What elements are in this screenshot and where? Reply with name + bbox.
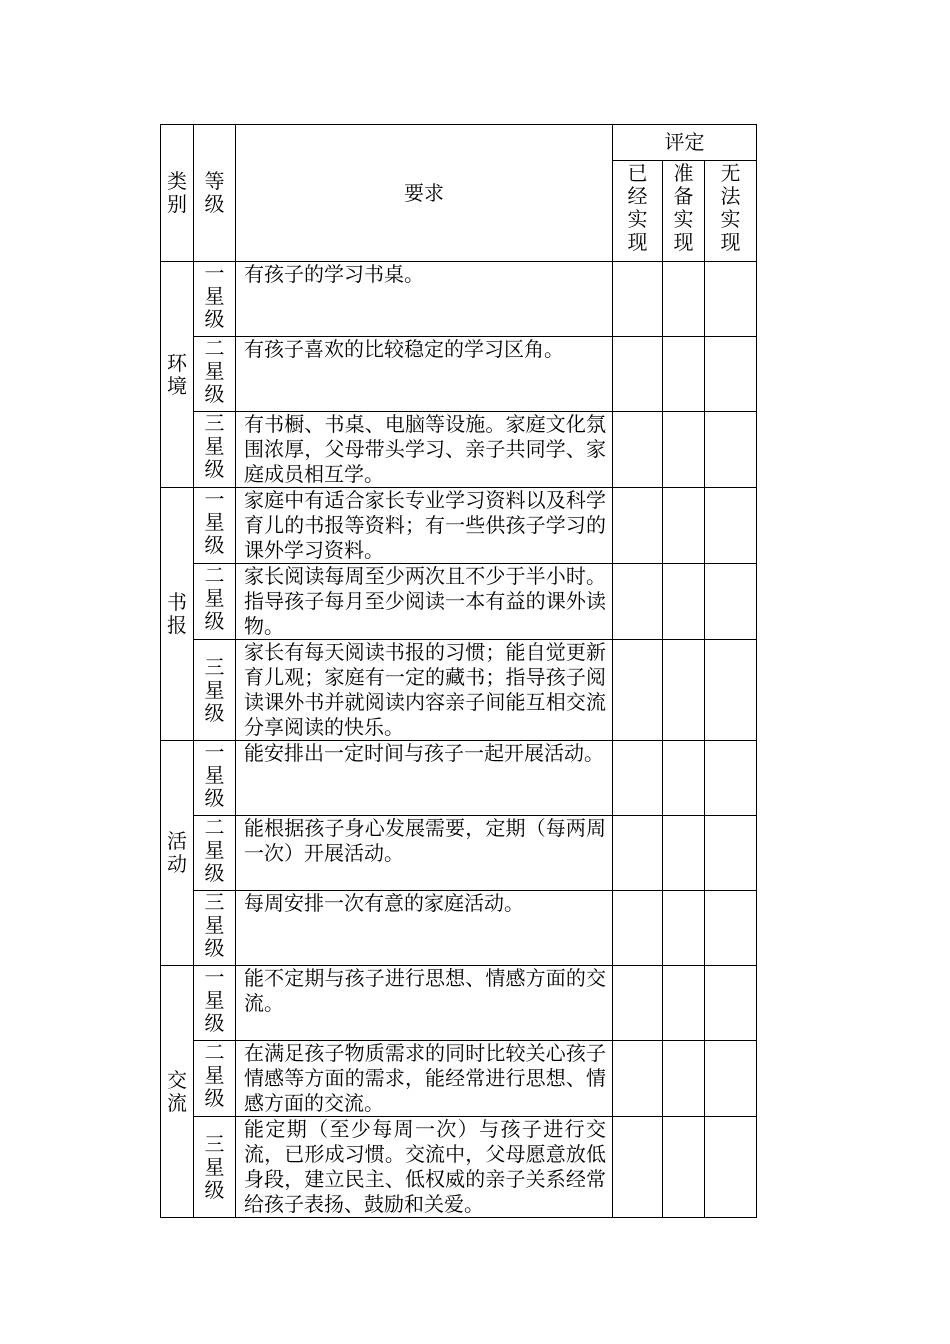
header-unable bbox=[705, 161, 757, 262]
level-label: 三星级 bbox=[204, 411, 225, 481]
requirement-cell: 家长阅读每周至少两次且不少于半小时。指导孩子每月至少阅读一本有益的课外读物。 bbox=[236, 564, 613, 640]
level-label: 三星级 bbox=[204, 654, 225, 725]
preparing-check-cell[interactable] bbox=[663, 741, 705, 816]
category-cell bbox=[161, 488, 194, 741]
table-row bbox=[161, 891, 757, 966]
achieved-check-cell[interactable] bbox=[613, 564, 663, 640]
preparing-check-cell[interactable] bbox=[663, 891, 705, 966]
level-cell bbox=[194, 816, 236, 891]
requirement-cell: 家庭中有适合家长专业学习资料以及科学育儿的书报等资料；有一些供孩子学习的课外学习资料。 bbox=[236, 488, 613, 564]
level-cell bbox=[194, 966, 236, 1041]
achieved-check-cell[interactable] bbox=[613, 640, 663, 741]
table-row bbox=[161, 816, 757, 891]
level-cell bbox=[194, 891, 236, 966]
preparing-check-cell[interactable] bbox=[663, 1041, 705, 1117]
requirement-cell: 能根据孩子身心发展需要，定期（每两周一次）开展活动。 bbox=[236, 816, 613, 891]
level-label: 三星级 bbox=[204, 890, 225, 960]
preparing-check-cell[interactable] bbox=[663, 337, 705, 412]
table-row bbox=[161, 488, 757, 564]
achieved-check-cell[interactable] bbox=[613, 1041, 663, 1117]
level-label: 一星级 bbox=[204, 487, 225, 557]
category-cell bbox=[161, 741, 194, 966]
unable-check-cell[interactable] bbox=[705, 262, 757, 337]
header-requirement: 要求 bbox=[236, 125, 613, 262]
preparing-check-cell[interactable] bbox=[663, 1117, 705, 1218]
table-row bbox=[161, 564, 757, 640]
unable-check-cell[interactable] bbox=[705, 640, 757, 741]
level-label: 一星级 bbox=[204, 965, 225, 1035]
preparing-check-cell[interactable] bbox=[663, 966, 705, 1041]
table-row bbox=[161, 262, 757, 337]
unable-check-cell[interactable] bbox=[705, 1117, 757, 1218]
requirement-cell: 有书橱、书桌、电脑等设施。家庭文化氛围浓厚，父母带头学习、亲子共同学、家庭成员相互学。 bbox=[236, 412, 613, 488]
header-level bbox=[194, 125, 236, 262]
level-cell bbox=[194, 564, 236, 640]
preparing-check-cell[interactable] bbox=[663, 488, 705, 564]
unable-check-cell[interactable] bbox=[705, 488, 757, 564]
preparing-check-cell[interactable] bbox=[663, 262, 705, 337]
header-level-text: 等级 bbox=[204, 169, 225, 216]
unable-check-cell[interactable] bbox=[705, 891, 757, 966]
header-preparing-text: 准备实现 bbox=[673, 161, 694, 254]
preparing-check-cell[interactable] bbox=[663, 412, 705, 488]
header-preparing bbox=[663, 161, 705, 262]
achieved-check-cell[interactable] bbox=[613, 1117, 663, 1218]
category-label: 交流 bbox=[167, 1067, 187, 1115]
level-cell bbox=[194, 488, 236, 564]
table-row bbox=[161, 1117, 757, 1218]
requirement-cell: 每周安排一次有意的家庭活动。 bbox=[236, 891, 613, 966]
achieved-check-cell[interactable] bbox=[613, 337, 663, 412]
table-row bbox=[161, 966, 757, 1041]
requirement-cell: 有孩子的学习书桌。 bbox=[236, 262, 613, 337]
level-cell bbox=[194, 1041, 236, 1117]
achieved-check-cell[interactable] bbox=[613, 816, 663, 891]
requirement-cell: 能定期（至少每周一次）与孩子进行交流，已形成习惯。交流中，父母愿意放低身段，建立民主、低权威的亲子关系经常给孩子表扬、鼓励和关爱。 bbox=[236, 1117, 613, 1218]
unable-check-cell[interactable] bbox=[705, 412, 757, 488]
level-label: 二星级 bbox=[204, 336, 225, 406]
table-row bbox=[161, 741, 757, 816]
preparing-check-cell[interactable] bbox=[663, 564, 705, 640]
preparing-check-cell[interactable] bbox=[663, 816, 705, 891]
achieved-check-cell[interactable] bbox=[613, 891, 663, 966]
level-cell bbox=[194, 640, 236, 741]
unable-check-cell[interactable] bbox=[705, 816, 757, 891]
unable-check-cell[interactable] bbox=[705, 564, 757, 640]
requirement-cell: 能安排出一定时间与孩子一起开展活动。 bbox=[236, 741, 613, 816]
table-row bbox=[161, 412, 757, 488]
category-label: 书报 bbox=[167, 590, 187, 637]
requirement-cell: 能不定期与孩子进行思想、情感方面的交流。 bbox=[236, 966, 613, 1041]
requirement-cell: 在满足孩子物质需求的同时比较关心孩子情感等方面的需求，能经常进行思想、情感方面的交流。 bbox=[236, 1041, 613, 1117]
level-cell bbox=[194, 741, 236, 816]
level-label: 一星级 bbox=[204, 261, 225, 331]
level-label: 二星级 bbox=[204, 563, 225, 633]
header-unable-text: 无法实现 bbox=[720, 161, 741, 254]
requirement-cell: 有孩子喜欢的比较稳定的学习区角。 bbox=[236, 337, 613, 412]
table-row bbox=[161, 337, 757, 412]
level-cell bbox=[194, 337, 236, 412]
table-row bbox=[161, 640, 757, 741]
unable-check-cell[interactable] bbox=[705, 337, 757, 412]
category-cell bbox=[161, 262, 194, 488]
header-achieved bbox=[613, 161, 663, 262]
preparing-check-cell[interactable] bbox=[663, 640, 705, 741]
achieved-check-cell[interactable] bbox=[613, 262, 663, 337]
level-label: 二星级 bbox=[204, 815, 225, 885]
level-label: 一星级 bbox=[204, 740, 225, 810]
achieved-check-cell[interactable] bbox=[613, 741, 663, 816]
header-category-text: 类别 bbox=[167, 169, 187, 216]
evaluation-table bbox=[160, 124, 757, 1218]
header-achieved-text: 已经实现 bbox=[627, 161, 648, 254]
header-category bbox=[161, 125, 194, 262]
category-label: 活动 bbox=[167, 829, 187, 876]
level-cell bbox=[194, 1117, 236, 1218]
level-cell bbox=[194, 262, 236, 337]
level-label: 二星级 bbox=[204, 1040, 225, 1110]
level-cell bbox=[194, 412, 236, 488]
requirement-cell: 家长有每天阅读书报的习惯；能自觉更新育儿观；家庭有一定的藏书；指导孩子阅读课外书并就阅读内容亲子间能互相交流分享阅读的快乐。 bbox=[236, 640, 613, 741]
level-label: 三星级 bbox=[204, 1131, 225, 1202]
unable-check-cell[interactable] bbox=[705, 1041, 757, 1117]
category-label: 环境 bbox=[167, 350, 187, 398]
category-cell bbox=[161, 966, 194, 1218]
header-evaluation: 评定 bbox=[613, 125, 757, 161]
achieved-check-cell[interactable] bbox=[613, 412, 663, 488]
table-row bbox=[161, 1041, 757, 1117]
unable-check-cell[interactable] bbox=[705, 966, 757, 1041]
achieved-check-cell[interactable] bbox=[613, 966, 663, 1041]
achieved-check-cell[interactable] bbox=[613, 488, 663, 564]
unable-check-cell[interactable] bbox=[705, 741, 757, 816]
